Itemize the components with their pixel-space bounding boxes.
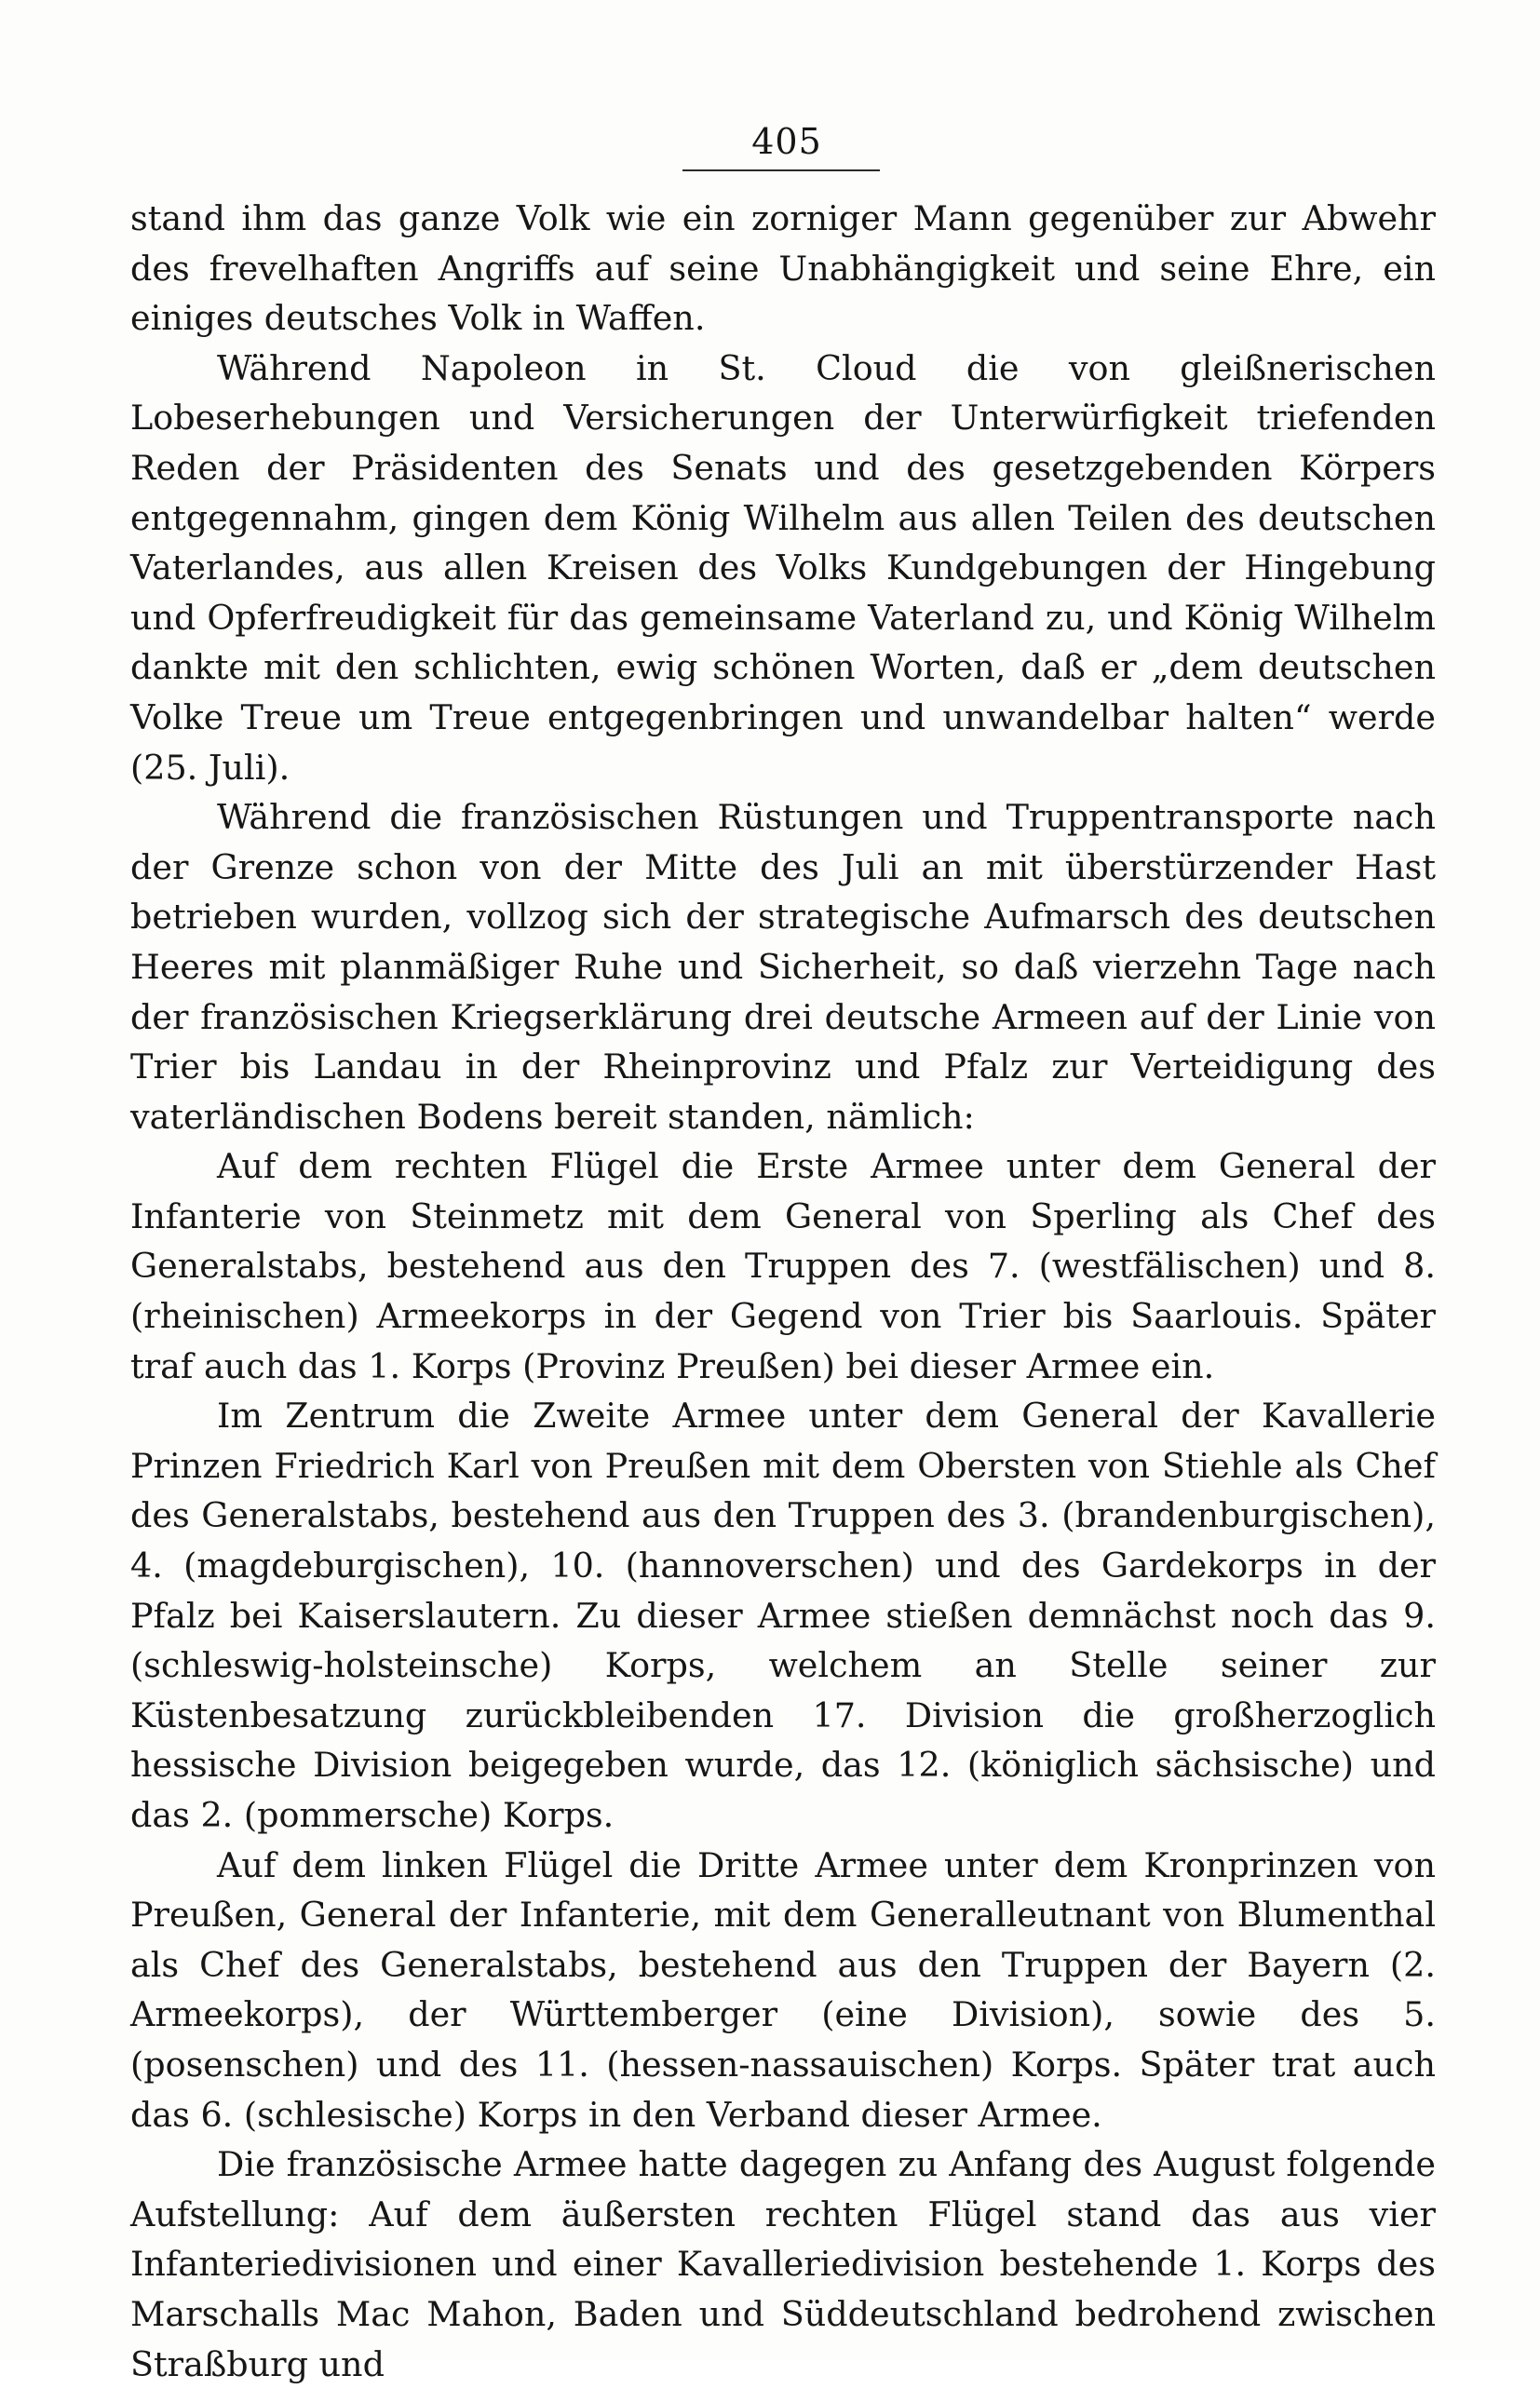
page-number: 405 [751, 121, 822, 162]
paragraph-2: Während Napoleon in St. Cloud die von gleißnerischen Lobeserhebungen und Versicherungen der Unterwürfigkeit triefenden Reden der Präsidenten des Senats und des gesetzgebenden Körpers entgegennahm, gingen dem König Wilhelm aus allen Teilen des deutschen Vaterlandes, aus allen Kreisen des Volks Kundgebungen der Hingebung und Opferfreudigkeit für das gemeinsame Vaterland zu, und König Wilhelm dankte mit den schlichten, ewig schönen Worten, daß er „dem deutschen Volke Treue um Treue entgegenbringen und unwandelbar halten“ werde (25. Juli). [130, 347, 1436, 788]
body-text [130, 194, 1436, 2389]
header-rule [682, 169, 880, 171]
paragraph-1: stand ihm das ganze Volk wie ein zorniger Mann gegenüber zur Abwehr des frevelhaften Angriffs auf seine Unabhängigkeit und seine Ehre, ein einiges deutsches Volk in Waffen. [130, 198, 1436, 339]
paragraph-6: Auf dem linken Flügel die Dritte Armee unter dem Kronprinzen von Preußen, General der Infanterie, mit dem Generalleutnant von Blumenthal als Chef des Generalstabs, bestehend aus den Truppen der Bayern (2. Armeekorps), der Württemberger (eine Division), sowie des 5. (posenschen) und des 11. (hessen-nassauischen) Korps. Später trat auch das 6. (schlesische) Korps in den Verband dieser Armee. [130, 1844, 1436, 2135]
paragraph-4: Auf dem rechten Flügel die Erste Armee unter dem General der Infanterie von Steinmetz mit dem General von Sperling als Chef des Generalstabs, bestehend aus den Truppen des 7. (westfälischen) und 8. (rheinischen) Armeekorps in der Gegend von Trier bis Saarlouis. Später traf auch das 1. Korps (Provinz Preußen) bei dieser Armee ein. [130, 1146, 1436, 1386]
paragraph-3: Während die französischen Rüstungen und Truppentransporte nach der Grenze schon von der Mitte des Juli an mit überstürzender Hast betrieben wurden, vollzog sich der strategische Aufmarsch des deutschen Heeres mit planmäßiger Ruhe und Sicherheit, so daß vierzehn Tage nach der französischen Kriegserklärung drei deutsche Armeen auf der Linie von Trier bis Landau in der Rheinprovinz und Pfalz zur Verteidigung des vaterländischen Bodens bereit standen, nämlich: [130, 797, 1436, 1137]
paragraph-7: Die französische Armee hatte dagegen zu Anfang des August folgende Aufstellung: Auf dem äußersten rechten Flügel stand das aus vier Infanteriedivisionen und einer Kavalleriedivision bestehende 1. Korps des Marschalls Mac Mahon, Baden und Süddeutschland bedrohend zwischen Straßburg und [130, 2144, 1436, 2384]
paragraph-5: Im Zentrum die Zweite Armee unter dem General der Kavallerie Prinzen Friedrich Karl von Preußen mit dem Obersten von Stiehle als Chef des Generalstabs, bestehend aus den Truppen des 3. (brandenburgischen), 4. (magdeburgischen), 10. (hannoverschen) und des Gardekorps in der Pfalz bei Kaiserslautern. Zu dieser Armee stießen demnächst noch das 9. (schleswig-holsteinsche) Korps, welchem an Stelle seiner zur Küstenbesatzung zurückbleibenden 17. Division die großherzoglich hessische Division beigegeben wurde, das 12. (königlich sächsische) und das 2. (pommersche) Korps. [130, 1396, 1436, 1835]
